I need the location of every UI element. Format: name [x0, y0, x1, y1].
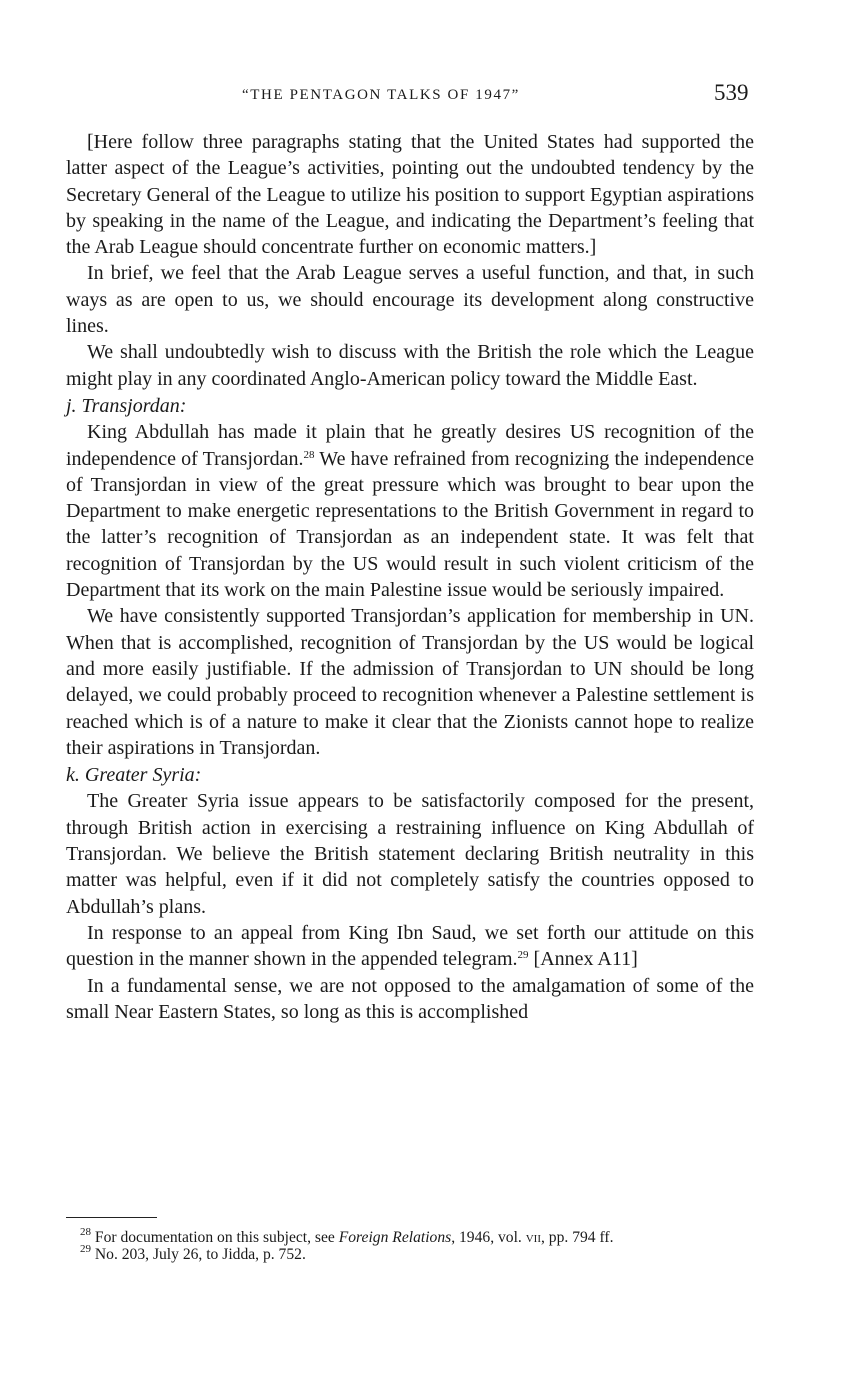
paragraph-arab-league-function: In brief, we feel that the Arab League serves a useful function, and that, in such ways as are open to us, we should encourage its development along constructive lines. — [66, 262, 754, 338]
footnote-text: , 1946, vol. — [451, 1229, 526, 1246]
footnote-text: , pp. 794 ff. — [541, 1229, 614, 1246]
paragraph-text: We have refrained from recognizing the independence of Transjordan in view of the great pressure which was brought to bear upon the Department to make energetic representations to the British Government in regard to the latter’s recognition of Transjordan as an independent state. It was felt that recognition of Transjordan by the US would result in such violent criticism of the Department that its work on the main Palestine issue would be seriously impaired. — [66, 447, 754, 602]
footnote-number: 29 — [80, 1242, 91, 1255]
paragraph-text: [Annex A11] — [528, 948, 638, 971]
running-head — [0, 80, 861, 110]
footnote-publication-title: Foreign Relations — [338, 1229, 452, 1246]
body-text — [66, 129, 754, 1025]
footnote-ref-28: 28 — [303, 448, 315, 461]
footnote-divider — [66, 1217, 157, 1218]
page-number: 539 — [714, 80, 749, 105]
footnote-text: No. 203, July 26, to Jidda, p. 752. — [91, 1245, 306, 1263]
paragraph-greater-syria-issue: The Greater Syria issue appears to be satisfactorily composed for the present, through British action in exercising a restraining influence on King Abdullah of Transjordan. We believe the British statement declaring British neutrality in this matter was helpful, even if it did not completely satisfy the countries opposed to Abdullah’s plans. — [66, 790, 754, 918]
paragraph-text: King Abdullah has made it plain that he greatly desires US recognition of the independence of Transjordan. — [66, 421, 754, 470]
footnote-28 — [62, 1226, 752, 1247]
footnote-volume: vii — [525, 1229, 541, 1246]
section-heading-transjordan: j. Transjordan: — [66, 394, 187, 417]
footnote-ref-29: 29 — [517, 949, 529, 962]
running-title: “THE PENTAGON TALKS OF 1947” — [242, 87, 520, 103]
section-heading-greater-syria: k. Greater Syria: — [66, 764, 202, 787]
paragraph-un-membership: We have consistently supported Transjordan’s application for membership in UN. When that is accomplished, recognition of Transjordan by the US would be logical and more easily justifiable. If the admission of Transjordan to UN should be long delayed, we could probably proceed to recognition whenever a Palestine settlement is reached which is of a nature to make it clear that the Zionists cannot hope to realize their aspirations in Transjordan. — [66, 605, 754, 759]
paragraph-amalgamation: In a fundamental sense, we are not opposed to the amalgamation of some of the small Near Eastern States, so long as this is accomplished — [66, 974, 754, 1023]
paragraph-king-abdullah — [66, 419, 754, 603]
paragraph-discuss-with-british: We shall undoubtedly wish to discuss with the British the role which the League might play in any coordinated Anglo-American policy toward the Middle East. — [66, 341, 754, 390]
footnotes — [62, 1226, 752, 1263]
footnote-text: For documentation on this subject, see — [91, 1229, 339, 1246]
paragraph-ibn-saud-appeal — [66, 920, 754, 973]
paragraph-editorial-note: [Here follow three paragraphs stating that the United States had supported the latter aspect of the League’s activities, pointing out the undoubted tendency by the Secretary General of the League to utilize his position to support Egyptian aspirations by speaking in the name of the League, and indicating the Department’s feeling that the Arab League should concentrate further on economic matters.] — [66, 131, 754, 259]
footnote-number: 28 — [80, 1226, 91, 1238]
footnote-29 — [62, 1242, 752, 1264]
paragraph-text: In response to an appeal from King Ibn Saud, we set forth our attitude on this question in the manner shown in the appended telegram. — [66, 921, 754, 971]
